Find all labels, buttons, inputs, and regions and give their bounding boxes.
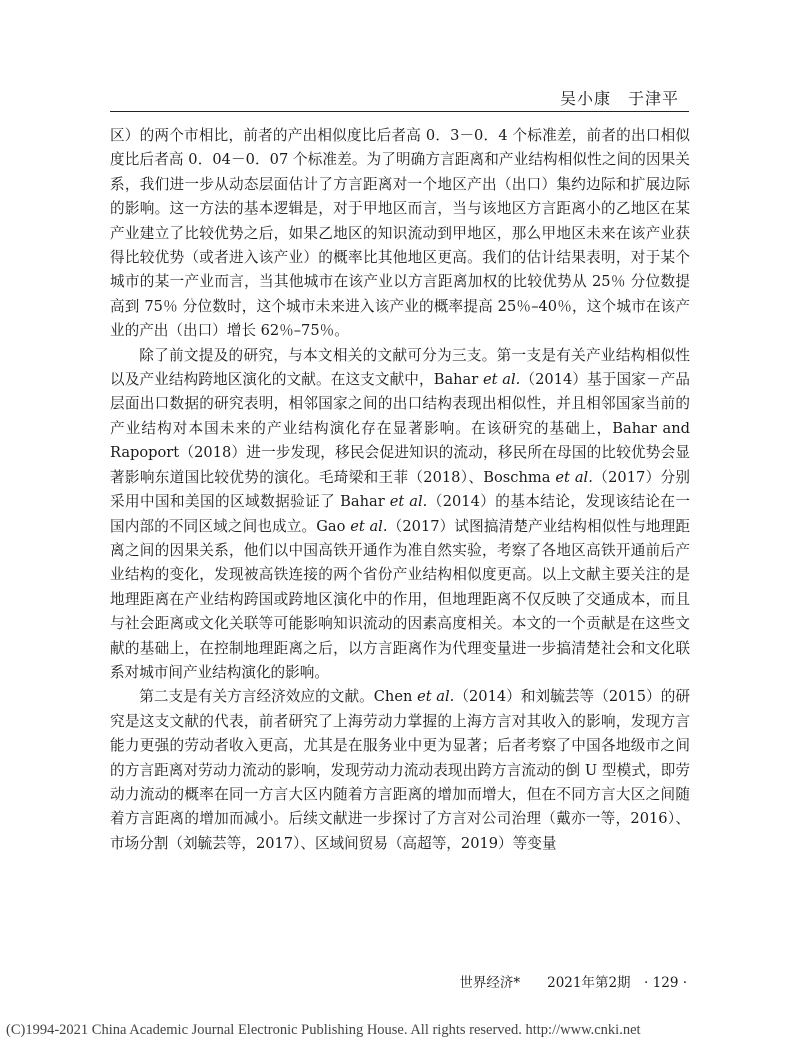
running-header-authors: 吴小康 于津平 — [559, 89, 679, 108]
page-footer-journal: 世界经济* 2021年第2期 · 129 · — [459, 975, 687, 991]
paragraph-2: 除了前文提及的研究，与本文相关的文献可分为三支。第一支是有关产业结构相似性以及产业结构跨地区演化的文献。在这支文献中，Bahar et al.（2014）基于国家－产品层面出口数据的研究表明，相邻国家之间的出口结构表现出相似性，并且相邻国家当前的产业结构对本国未来的产业结构演化存在显著影响。在该研究的基础上，Bahar and Rapoport（2018）进一步发现，移民会促进知识的流动，移民所在母国的比较优势会显著影响东道国比较优势的演化。毛琦梁和王菲（2018）、Boschma et al.（2017）分别采用中国和美国的区域数据验证了 Bahar et al.（2014）的基本结论，发现该结论在一国内部的不同区域之间也成立。Gao et al.（2017）试图搞清楚产业结构相似性与地理距离之间的因果关系，他们以中国高铁开通作为准自然实验，考察了各地区高铁开通前后产业结构的变化，发现被高铁连接的两个省份产业结构相似度更高。以上文献主要关注的是地理距离在产业结构跨国或跨地区演化中的作用，但地理距离不仅反映了交通成本，而且与社会距离或文化关联等可能影响知识流动的因素高度相关。本文的一个贡献是在这些文献的基础上，在控制地理距离之后，以方言距离作为代理变量进一步搞清楚社会和文化联系对城市间产业结构演化的影响。 — [110, 346, 691, 681]
paragraph-1: 区）的两个市相比，前者的产出相似度比后者高 0．3－0．4 个标准差，前者的出口相似度比后者高 0．04－0．07 个标准差。为了明确方言距离和产业结构相似性之间的因果关系，我们进一步从动态层面估计了方言距离对一个地区产出（出口）集约边际和扩展边际的影响。这一方法的基本逻辑是，对于甲地区而言，当与该地区方言距离小的乙地区在某产业建立了比较优势之后，如果乙地区的知识流动到甲地区，那么甲地区未来在该产业获得比较优势（或者进入该产业）的概率比其他地区更高。我们的估计结果表明，对于某个城市的某一产业而言，当其他城市在该产业以方言距离加权的比较优势从 25％ 分位数提高到 75％ 分位数时，这个城市未来进入该产业的概率提高 25％–40％，这个城市在该产业的产出（出口）增长 62％–75％。 — [110, 127, 690, 340]
copyright-notice: (C)1994-2021 China Academic Journal Electronic Publishing House. All rights reserved. http://www.cnki.net — [6, 1022, 641, 1038]
article-body — [110, 124, 690, 856]
paragraph-3: 第二支是有关方言经济效应的文献。Chen et al.（2014）和刘毓芸等（2015）的研究是这支文献的代表，前者研究了上海劳动力掌握的上海方言对其收入的影响，发现方言能力更强的劳动者收入更高，尤其是在服务业中更为显著；后者考察了中国各地级市之间的方言距离对劳动力流动的影响，发现劳动力流动表现出跨方言流动的倒 U 型模式，即劳动力流动的概率在同一方言大区内随着方言距离的增加而增大，但在不同方言大区之间随着方言距离的增加而减小。后续文献进一步探讨了方言对公司治理（戴亦一等，2016）、市场分割（刘毓芸等，2017）、区域间贸易（高超等，2019）等变量 — [110, 688, 690, 852]
header-divider — [110, 111, 689, 112]
